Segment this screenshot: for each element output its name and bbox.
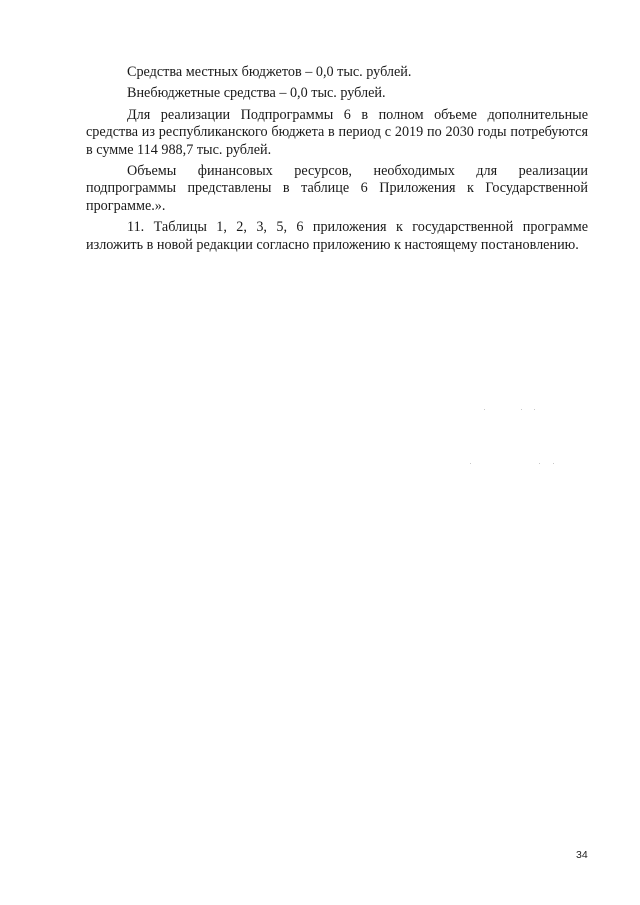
scan-speck	[553, 463, 554, 464]
paragraph-financial-resources: Объемы финансовых ресурсов, необходимых для реализации подпрограммы представлены в таблице 6 Приложения к Государственной программе.».	[86, 163, 588, 214]
scan-speck	[539, 463, 540, 464]
body-text	[86, 64, 588, 254]
paragraph-tables-amendment: 11. Таблицы 1, 2, 3, 5, 6 приложения к государственной программе изложить в новой редакции согласно приложению к настоящему постановлению.	[86, 219, 588, 253]
scan-speck	[470, 463, 471, 464]
paragraph-extra-budget-funds: Внебюджетные средства – 0,0 тыс. рублей.	[127, 85, 386, 102]
paragraph-subprogram-funding: Для реализации Подпрограммы 6 в полном объеме дополнительные средства из республиканского бюджета в период с 2019 по 2030 годы потребуются в сумме 114 988,7 тыс. рублей.	[86, 106, 588, 158]
scan-speck	[484, 409, 485, 410]
page-number: 34	[576, 849, 588, 861]
scan-speck	[521, 409, 522, 410]
scan-speck	[534, 409, 535, 410]
paragraph-local-budgets: Средства местных бюджетов – 0,0 тыс. рублей.	[127, 64, 412, 80]
